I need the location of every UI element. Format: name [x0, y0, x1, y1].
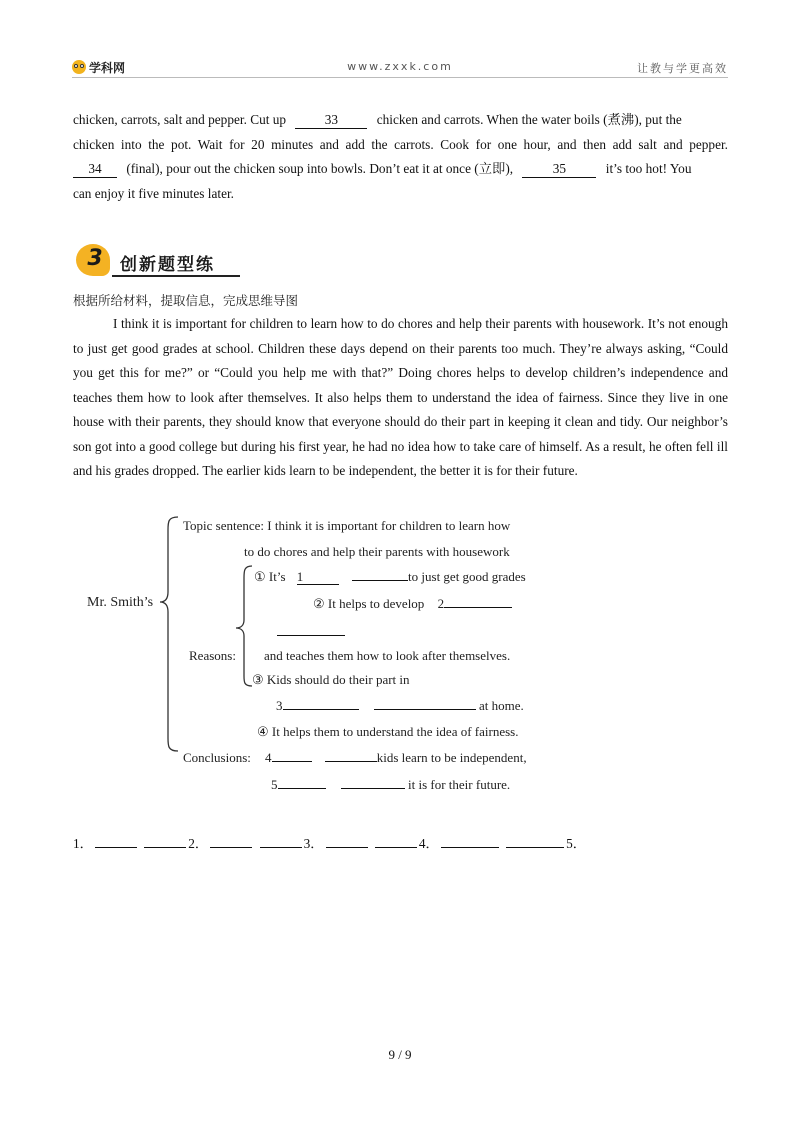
mindmap-blank-3-number: 3 [276, 698, 283, 713]
blank-33: 33 [295, 112, 367, 129]
topic-sentence-line-1: Topic sentence: I think it is important for children to learn how [183, 518, 511, 533]
blank-34: 34 [73, 161, 117, 178]
outer-brace [160, 517, 178, 751]
mindmap-blank-2 [444, 607, 512, 608]
mindmap-blank-3 [283, 709, 359, 710]
reason-1 [254, 569, 526, 585]
answer-blank-1b [144, 847, 186, 848]
reason-3-tail: at home. [479, 698, 524, 713]
passage-line-2: chicken into the pot. Wait for 20 minutes and add the carrots. Cook for one hour, and then add salt and pepper. [73, 136, 728, 152]
logo-text: 学科网 [89, 60, 126, 75]
mindmap-blank-2b [277, 635, 345, 636]
conclusion-2-text: it is for their future. [408, 777, 511, 792]
mindmap-blank-5b [341, 788, 405, 789]
conclusions-label: Conclusions: [183, 750, 251, 765]
topic-sentence-line-2: to do chores and help their parents with housework [244, 544, 510, 559]
mindmap-root: Mr. Smith’s [87, 595, 154, 610]
reading-passage: I think it is important for children to learn how to do chores and help their parents with housework. It’s not enough to just get good grades at school. Children these days depend on their parents too much. They’re always asking, “Could you get this for me?” or “Could you help me with that?” Doing chores helps to develop children’s independence and teaches them how to look after themselves. It also helps them to understand the idea of fairness. Since they live in one house with their parents, they should know that everyone should do their part in keeping it clean and tidy. Our neighbor’s son got into a good college but during his first year, he had no idea how to take care of himself. As a result, he often fell ill and his grades dropped. The earlier kids learn to be independent, the better it is for their future. [73, 316, 728, 478]
text-fragment: (final), pour out the chicken soup into bowls. Don’t eat it at once (立即), [126, 161, 514, 176]
reason-1-tail: to just get good grades [408, 569, 526, 584]
answer-number-1: 1． [73, 836, 93, 851]
text-fragment: chicken and carrots. When the water boils (煮沸), put the [376, 112, 682, 127]
reason-4: ④ It helps them to understand the idea of fairness. [257, 724, 519, 739]
answer-blank-2b [260, 847, 302, 848]
answer-number-5: 5． [566, 836, 587, 851]
answer-number-4: 4． [418, 836, 439, 851]
conclusion-line-2 [271, 777, 510, 793]
mindmap-blank-3b [374, 709, 476, 710]
mindmap-blank-4-number: 4 [265, 750, 272, 765]
answer-blank-1a [95, 847, 137, 848]
reason-2 [313, 596, 512, 612]
reasons-label: Reasons: [189, 648, 236, 663]
section-number: 3 [87, 246, 103, 271]
reasons-brace [236, 566, 252, 686]
reason-2-text: ② It helps to develop [313, 596, 425, 611]
mindmap-blank-4b [325, 761, 377, 762]
conclusion-line-1 [265, 750, 527, 766]
answer-line [73, 833, 586, 852]
conclusion-1-text: kids learn to be independent, [376, 750, 527, 765]
reason-3: ③ Kids should do their part in [252, 672, 410, 687]
answer-number-2: 2． [188, 836, 209, 851]
reason-1-text: ① It’s [254, 569, 286, 584]
blank-35: 35 [522, 161, 596, 178]
answer-number-3: 3． [303, 836, 324, 851]
passage-line-4: can enjoy it five minutes later. [73, 185, 234, 201]
section-title: 创新题型练 [120, 255, 215, 275]
section-instruction: 根据所给材料，提取信息，完成思维导图 [73, 293, 299, 308]
site-slogan: 让教与学更高效 [637, 62, 728, 75]
mindmap-blank-2-number: 2 [437, 596, 445, 611]
answer-blank-4b [506, 847, 564, 848]
answer-blank-3b [375, 847, 417, 848]
text-fragment: it’s too hot! You [605, 161, 692, 176]
answer-blank-2a [210, 847, 252, 848]
mindmap-blank-4 [272, 761, 312, 762]
text-fragment: chicken, carrots, salt and pepper. Cut up [73, 112, 287, 127]
mindmap-blank-5 [278, 788, 326, 789]
site-url[interactable]: www.zxxk.com [347, 60, 453, 73]
mindmap-blank-1b [352, 580, 408, 581]
mindmap-blank-5-number: 5 [271, 777, 278, 792]
reason-3-blanks [276, 698, 524, 714]
mindmap-blank-1: 1 [297, 570, 339, 585]
answer-blank-3a [326, 847, 368, 848]
reason-2-continuation: and teaches them how to look after themselves. [264, 648, 511, 663]
page-number: 9 / 9 [388, 1047, 412, 1062]
answer-blank-4a [441, 847, 499, 848]
